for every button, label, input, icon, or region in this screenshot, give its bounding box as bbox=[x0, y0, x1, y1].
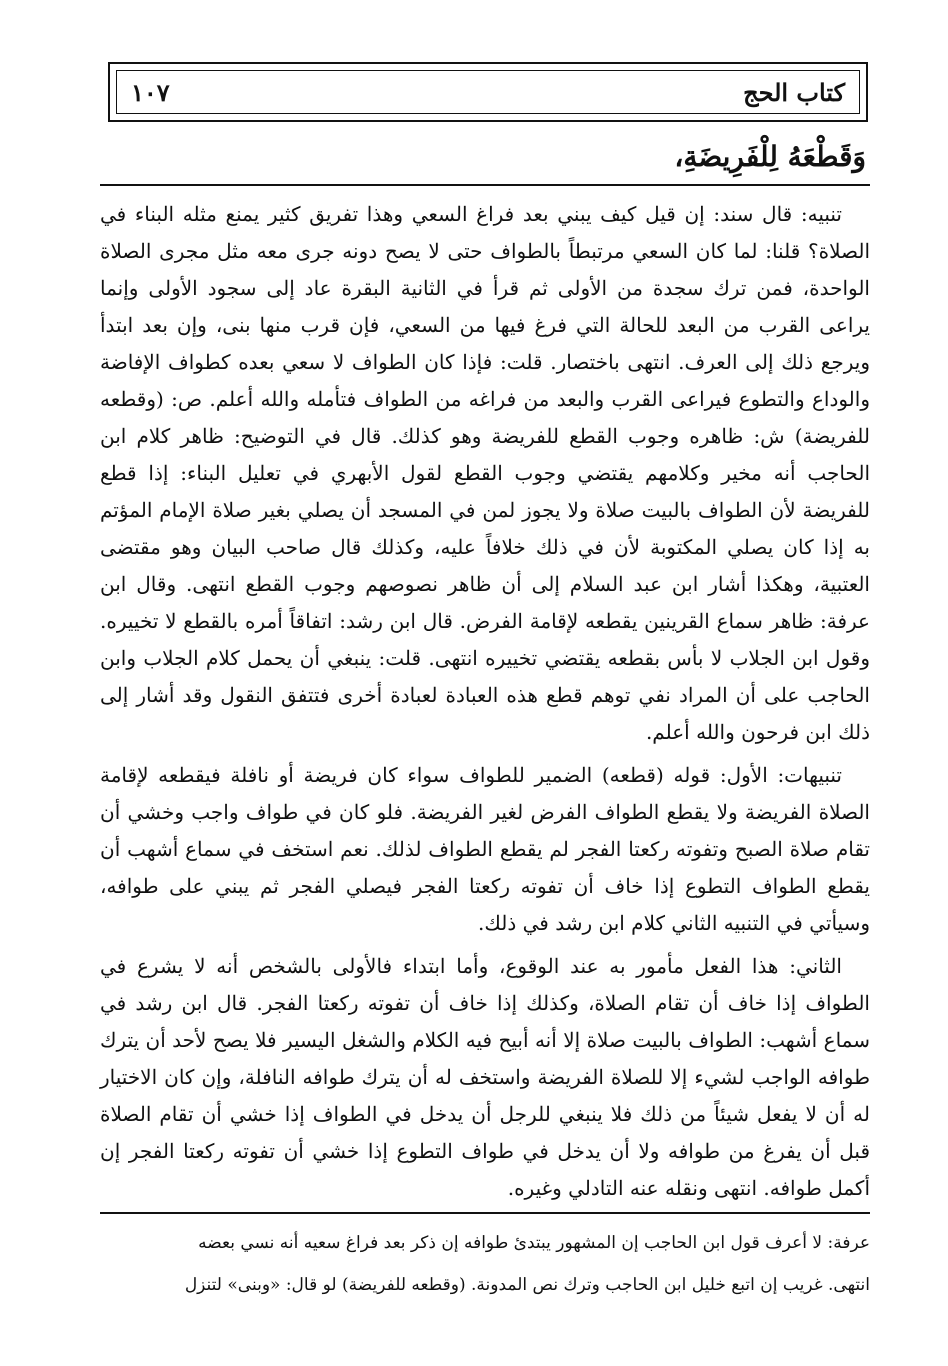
matn-text: وَقَطْعَهُ لِلْفَرِيضَةِ، bbox=[674, 140, 866, 173]
divider-top bbox=[100, 184, 870, 186]
footnote bbox=[100, 1222, 870, 1306]
commentary-paragraph: الثاني: هذا الفعل مأمور به عند الوقوع، وأما ابتداء فالأولى بالشخص أنه لا يشرع في الطواف إذا خاف أن تقام الصلاة، وكذلك إذا خاف أن تفوته ركعتا الفجر. قال ابن رشد في سماع أشهب: الطواف بالبيت صلاة إلا أنه أبيح فيه الكلام والشغل اليسير فلا يصح لأحد أن يترك طوافه الواجب لشيء إلا للصلاة الفريضة واستخف له أن يترك طوافه النافلة، وإن كان الاختيار له أن لا يفعل شيئاً من ذلك فلا ينبغي للرجل أن يدخل في الطواف إذا خشي أن تقام الصلاة قبل أن يفرغ من طوافه ولا أن يدخل في طواف التطوع إذا خشي أن تفوته ركعتا الفجر إن أكمل طوافه. انتهى ونقله عنه التادلي وغيره. bbox=[100, 954, 871, 1200]
commentary-paragraph: تنبيه: قال سند: إن قيل كيف يبني بعد فراغ السعي وهذا تفريق كثير يمنع مثله البناء في الصلاة؟ قلنا: لما كان السعي مرتبطاً بالطواف حتى لا يصح دونه جرى معه مثل مجرى الصلاة الواحدة، فمن ترك سجدة من الأولى ثم قرأ في الثانية البقرة عاد إلى سجود الأولى وإنما يراعى القرب من البعد للحالة التي فرغ فيها من السعي، فإن قرب منها بنى، وإن بعد ابتدأ ويرجع ذلك إلى العرف. انتهى باختصار. قلت: فإذا كان الطواف لا سعي بعده كطواف الإفاضة والوداع والتطوع فيراعى القرب والبعد من فراغه من الطواف فتأمله والله أعلم. ص: (وقطعه للفريضة) ش: ظاهره وجوب القطع للفريضة وهو كذلك. قال في التوضيح: ظاهر كلام ابن الحاجب أنه مخير وكلامهم يقتضي وجوب القطع لقول الأبهري في تعليل البناء: إذا قطع للفريضة لأن الطواف بالبيت صلاة ولا يجوز لمن في المسجد أن يصلي بغير صلاة الإمام المؤتم به إذا كان يصلي المكتوبة لأن في ذلك خلافاً عليه، وكذلك قال صاحب البيان وهو مقتضى العتبية، وهكذا أشار ابن عبد السلام إلى أن ظاهر نصوصهم وجوب القطع انتهى. وقال ابن عرفة: ظاهر سماع القرينين يقطعه لإقامة الفرض. قال ابن رشد: اتفاقاً أمره بالقطع لا تخييره. وقول ابن الجلاب لا بأس بقطعه يقتضي تخييره انتهى. قلت: ينبغي أن يحمل كلام الجلاب وابن الحاجب على أن المراد نفي توهم قطع هذه العبادة لعبادة أخرى فتتفق النقول وقد أشار إلى ذلك ابن فرحون والله أعلم. bbox=[100, 202, 870, 744]
commentary-body bbox=[100, 196, 870, 1213]
commentary-paragraph: تنبيهات: الأول: قوله (قطعه) الضمير للطواف سواء كان فريضة أو نافلة فيقطعه لإقامة الصلاة الفريضة ولا يقطع الطواف الفرض لغير الفريضة. فلو كان في طواف واجب وخشي أن تقام صلاة الصبح وتفوته ركعتا الفجر لم يقطع الطواف لذلك. نعم استخف في سماع أشهب أن يقطع الطواف التطوع إذا خاف أن تفوته ركعتا الفجر فيصلي الفجر ثم يبني على طوافه، وسيأتي في التنبيه الثاني كلام ابن رشد في ذلك. bbox=[100, 763, 870, 935]
footnote-line: انتهى. غريب إن اتبع خليل ابن الحاجب وترك نص المدونة. (وقطعه للفريضة) لو قال: «وبنى» لتنزل bbox=[184, 1275, 870, 1295]
page-header-frame bbox=[116, 70, 860, 114]
book-title: كتاب الحج bbox=[743, 77, 845, 107]
page-header bbox=[108, 62, 868, 122]
footnote-line: عرفة: لا أعرف قول ابن الحاجب إن المشهور يبتدئ طوافه إن ذكر بعد فراغ سعيه أنه نسي بعضه bbox=[198, 1233, 870, 1253]
page-number: ١٠٧ bbox=[131, 77, 170, 107]
divider-footnote bbox=[100, 1212, 870, 1214]
